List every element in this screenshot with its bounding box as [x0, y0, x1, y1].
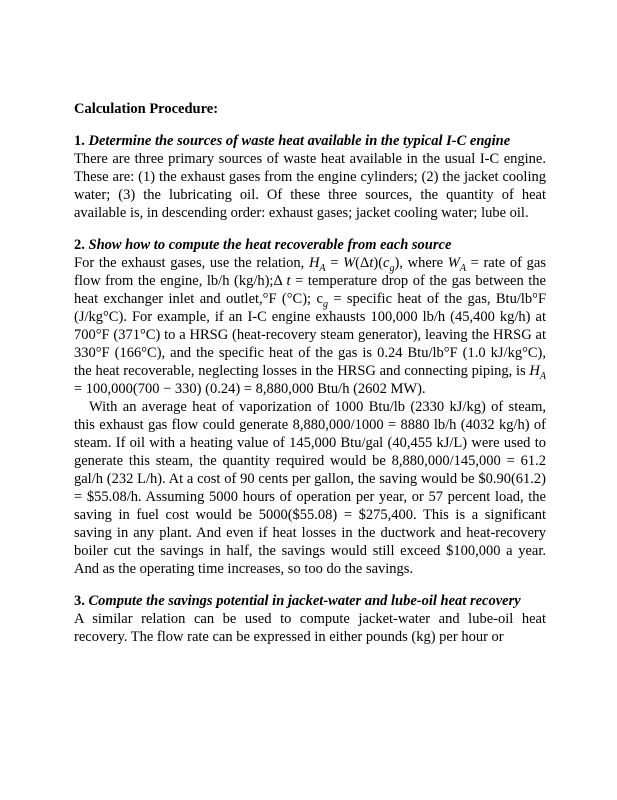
step-3-title: [74, 592, 546, 610]
step-1-heading: Determine the sources of waste heat available in the typical I-C engine: [88, 133, 511, 149]
step-2-number: 2.: [74, 237, 85, 253]
step-1-title: [74, 132, 546, 150]
step-2-paragraph-2: With an average heat of vaporization of 1000 Btu/lb (2330 kJ/kg) of steam, this exhaust gas flow could generate 8,880,000/1000 = 8880 lb/h (4032 kg/h) of steam. If oil with a heating value of 145,000 Btu/gal (40,455 kJ/L) were used to generate this steam, the quantity required would be 8,880,000/145,000 = 61.2 gal/h (232 L/h). At a cost of 90 cents per gallon, the saving would be $0.90(61.2) = $55.08/h. Assuming 5000 hours of operation per year, or 57 percent load, the saving in fuel cost would be 5000($55.08) = $275,400. This is a significant saving in any plant. And even if heat losses in the ductwork and heat-recovery boiler cut the savings in half, the savings would still exceed $100,000 a year. And as the operating time increases, so too do the savings.: [74, 399, 546, 577]
step-3-heading: Compute the savings potential in jacket-water and lube-oil heat recovery: [88, 593, 521, 609]
section-heading: Calculation Procedure:: [74, 101, 219, 117]
step-3-body: A similar relation can be used to compute jacket-water and lube-oil heat recovery. The flow rate can be expressed in either pounds (kg) per hour or: [74, 611, 546, 645]
step-3-number: 3.: [74, 593, 85, 609]
step-2-heading: Show how to compute the heat recoverable from each source: [88, 237, 452, 253]
step-1-body: There are three primary sources of waste heat available in the usual I-C engine. These are: (1) the exhaust gases from the engine cylinders; (2) the jacket cooling water; (3) the lubricating oil. Of these three sources, the quantity of heat available is, in descending order: exhaust gases; jacket cooling water; lube oil.: [74, 151, 546, 221]
document-page: [74, 100, 546, 646]
step-2-paragraph-1: For the exhaust gases, use the relation, $H_A = W(\Delta t)(c_g)$, where $W_A$ = rate of gas flow from the engine, lb/h (kg/h);Δ t = temperature drop of the gas between the heat exchanger inlet and outlet,°F (°C); $c_g$ = specific heat of the gas, Btu/lb°F (J/kg°C). For example, if an I-C engine exhausts 100,000 lb/h (45,400 kg/h) at 700°F (371°C) to a HRSG (heat-recovery steam generator), leaving the HRSG at 330°F (166°C), and the specific heat of the gas is 0.24 Btu/lb°F (1.0 kJ/kg°C), the heat recoverable, neglecting losses in the HRSG and connecting piping, is $H_A = 100,000(700 - 330) (0.24) = 8,880,000$ Btu/h (2602 MW).: [74, 255, 547, 397]
step-1-number: 1.: [74, 133, 85, 149]
step-2-title: [74, 236, 546, 254]
